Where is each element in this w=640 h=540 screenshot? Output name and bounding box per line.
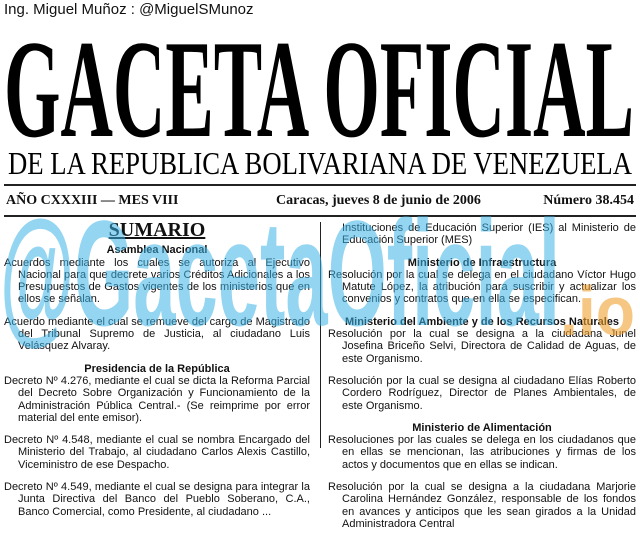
- list-item: Resolución por la cual se delega en el ciudadano Víctor Hugo Matute López, la atribución para suscribir y actualizar los convenios y contratos que en ella se especifican.: [328, 268, 636, 306]
- section-heading: Ministerio del Ambiente y de los Recursos Naturales: [344, 315, 620, 328]
- masthead-subtitle: [0, 146, 640, 180]
- sumario-heading: SUMARIO: [108, 219, 206, 241]
- year-month: AÑO CXXXIII — MES VIII: [6, 193, 179, 208]
- svg-text:DE LA REPUBLICA BOLIVARIANA DE: DE LA REPUBLICA BOLIVARIANA DE VENEZUELA: [8, 146, 632, 180]
- dateline: [6, 193, 634, 211]
- rule-top: [4, 184, 636, 186]
- sumario-right-column: [328, 222, 636, 540]
- place-date: Caracas, jueves 8 de junio de 2006: [276, 193, 481, 208]
- list-item: Resolución por la cual se designa a la ciudadana Junel Josefina Briceño Selvi, Directora de Calidad de Aguas, de este Organismo.: [328, 328, 636, 365]
- list-item: Acuerdo mediante el cual se remueve del cargo de Magistrado del Tribunal Supremo de Justicia, al ciudadano Luis Velásquez Alvaray.: [4, 315, 310, 353]
- list-item: Resolución por la cual se designa a la ciudadana Marjorie Carolina Hernández González, responsable de los fondos en avances y anticipos que les sean girados a la Unidad Administradora Central: [328, 481, 636, 530]
- rule-bottom: [4, 215, 636, 217]
- svg-text:.io: .io: [560, 272, 635, 350]
- credit-line: Ing. Miguel Muñoz : @MiguelSMunoz: [4, 1, 254, 18]
- list-item: Decreto Nº 4.549, mediante el cual se designa para integrar la Junta Directiva del Banco del Pueblo Soberano, C.A., Banco Comercial, como Presidente, al ciudadano ...: [4, 481, 310, 518]
- column-divider: [320, 222, 321, 448]
- list-item: Acuerdos mediante los cuales se autoriza al Ejecutivo Nacional para que decrete varios Créditos Adicionales a los Presupuestos de Gastos vigentes de los ministerios que en ellos se señalan.: [4, 256, 310, 306]
- sumario-left-column: [4, 219, 310, 528]
- issue-number: Número 38.454: [543, 193, 634, 208]
- section-heading: Asamblea Nacional: [106, 244, 208, 257]
- list-item: Resoluciones por las cuales se delega en los ciudadanos que en ellas se mencionan, las atribuciones y firmas de los actos y documentos que en ellas se indican.: [328, 434, 636, 471]
- section-heading: Ministerio de Infraestructura: [407, 256, 557, 269]
- section-heading: Presidencia de la República: [84, 362, 230, 375]
- list-item: Resolución por la cual se designa al ciudadano Elías Roberto Cordero Rodríguez, Director de Planes Ambientales, de este Organismo.: [328, 374, 636, 412]
- masthead-title: [0, 18, 640, 143]
- svg-text:@GacetaOficial: @GacetaOficial: [0, 200, 560, 357]
- list-item: Decreto Nº 4.548, mediante el cual se nombra Encargado del Ministerio del Trabajo, al ciudadano Carlos Alexis Castillo, Viceministro de ese Despacho.: [4, 434, 310, 471]
- list-item-continuation: Instituciones de Educación Superior (IES) al Ministerio de Educación Superior (MES): [342, 222, 636, 247]
- list-item: Decreto Nº 4.276, mediante el cual se dicta la Reforma Parcial del Decreto Sobre Organización y Funcionamiento de la Administración Pública Central.- (Se reimprime por error material del ente emisor).: [4, 374, 310, 424]
- section-heading: Ministerio de Alimentación: [412, 421, 552, 434]
- svg-text:GACETA OFICIAL: GACETA OFICIAL: [4, 18, 634, 143]
